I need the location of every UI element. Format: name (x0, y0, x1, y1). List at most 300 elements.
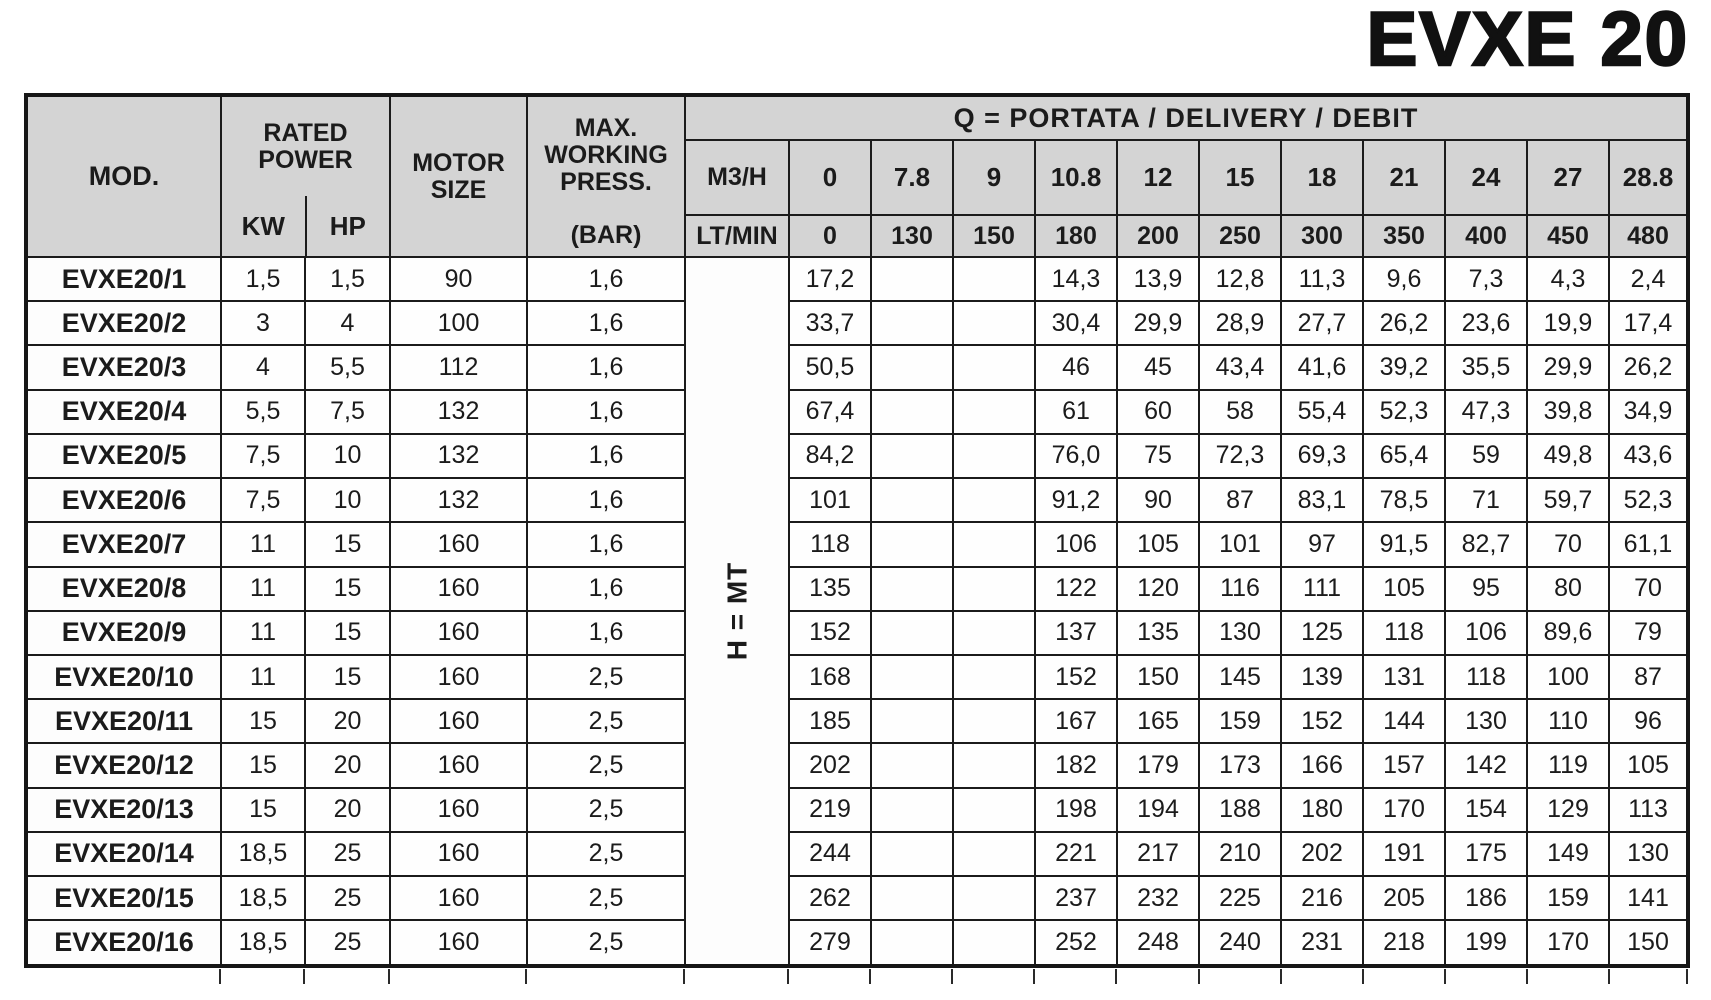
head-value-cell: 72,3 (1199, 434, 1281, 478)
spec-table-wrapper (24, 93, 1690, 968)
model-cell: EVXE20/6 (26, 478, 221, 522)
hp-cell: 20 (305, 788, 390, 832)
hp-cell: 5,5 (305, 345, 390, 389)
head-value-cell (953, 655, 1035, 699)
head-value-cell: 7,3 (1445, 257, 1527, 301)
head-value-cell: 106 (1445, 611, 1527, 655)
head-value-cell: 149 (1527, 832, 1609, 876)
max-working-press-header (527, 95, 685, 257)
head-value-cell: 80 (1527, 567, 1609, 611)
q-delivery-header: Q = PORTATA / DELIVERY / DEBIT (685, 95, 1688, 140)
motor-size-cell: 132 (390, 478, 527, 522)
head-value-cell: 152 (1035, 655, 1117, 699)
head-value-cell: 71 (1445, 478, 1527, 522)
head-value-cell: 11,3 (1281, 257, 1363, 301)
kw-cell: 11 (221, 567, 305, 611)
head-value-cell: 188 (1199, 788, 1281, 832)
table-row (26, 434, 1688, 478)
max-press-cell: 2,5 (527, 876, 685, 920)
motor-size-cell: 160 (390, 699, 527, 743)
head-value-cell: 237 (1035, 876, 1117, 920)
head-value-cell: 173 (1199, 743, 1281, 787)
head-value-cell: 210 (1199, 832, 1281, 876)
head-value-cell: 67,4 (789, 390, 871, 434)
m3h-value: 7.8 (871, 140, 953, 215)
head-value-cell: 87 (1609, 655, 1688, 699)
rated-power-label: RATED POWER (258, 118, 353, 174)
m3h-value: 15 (1199, 140, 1281, 215)
head-value-cell: 82,7 (1445, 522, 1527, 566)
head-value-cell: 135 (1117, 611, 1199, 655)
head-value-cell: 110 (1527, 699, 1609, 743)
motor-size-cell: 90 (390, 257, 527, 301)
head-value-cell (953, 301, 1035, 345)
head-value-cell (953, 390, 1035, 434)
scan-line-stub (1608, 969, 1610, 984)
head-value-cell: 116 (1199, 567, 1281, 611)
head-value-cell (871, 655, 953, 699)
head-value-cell: 19,9 (1527, 301, 1609, 345)
head-value-cell: 61,1 (1609, 522, 1688, 566)
head-value-cell: 142 (1445, 743, 1527, 787)
head-value-cell: 41,6 (1281, 345, 1363, 389)
motor-size-cell: 160 (390, 611, 527, 655)
head-value-cell: 130 (1609, 832, 1688, 876)
head-value-cell: 46 (1035, 345, 1117, 389)
head-value-cell: 58 (1199, 390, 1281, 434)
head-value-cell: 50,5 (789, 345, 871, 389)
head-value-cell (871, 478, 953, 522)
head-value-cell: 165 (1117, 699, 1199, 743)
m3h-value: 24 (1445, 140, 1527, 215)
scan-line-stub (219, 969, 221, 984)
kw-cell: 7,5 (221, 478, 305, 522)
motor-size-header (390, 95, 527, 257)
table-row (26, 788, 1688, 832)
kw-cell: 5,5 (221, 390, 305, 434)
max-press-cell: 2,5 (527, 920, 685, 966)
head-value-cell: 219 (789, 788, 871, 832)
head-value-cell (871, 832, 953, 876)
head-value-cell (871, 257, 953, 301)
head-value-cell: 28,9 (1199, 301, 1281, 345)
model-cell: EVXE20/1 (26, 257, 221, 301)
head-value-cell: 182 (1035, 743, 1117, 787)
head-value-cell (953, 257, 1035, 301)
ltmin-row-label: LT/MIN (685, 215, 789, 257)
ltmin-value: 180 (1035, 215, 1117, 257)
max-working-press-label: MAX. WORKING PRESS. (544, 114, 668, 196)
hp-cell: 25 (305, 920, 390, 966)
head-value-cell: 130 (1199, 611, 1281, 655)
head-value-cell: 26,2 (1363, 301, 1445, 345)
head-value-cell: 100 (1527, 655, 1609, 699)
table-row (26, 832, 1688, 876)
m3h-value: 21 (1363, 140, 1445, 215)
ltmin-value: 350 (1363, 215, 1445, 257)
model-cell: EVXE20/7 (26, 522, 221, 566)
head-value-cell (953, 920, 1035, 966)
head-value-cell: 61 (1035, 390, 1117, 434)
scan-line-stub (525, 969, 527, 984)
head-value-cell: 120 (1117, 567, 1199, 611)
table-row (26, 301, 1688, 345)
head-value-cell: 202 (789, 743, 871, 787)
head-value-cell: 135 (789, 567, 871, 611)
head-value-cell: 49,8 (1527, 434, 1609, 478)
head-value-cell: 65,4 (1363, 434, 1445, 478)
m3h-value: 28.8 (1609, 140, 1688, 215)
head-value-cell: 279 (789, 920, 871, 966)
head-value-cell: 199 (1445, 920, 1527, 966)
head-value-cell: 157 (1363, 743, 1445, 787)
m3h-value: 10.8 (1035, 140, 1117, 215)
motor-size-cell: 100 (390, 301, 527, 345)
head-value-cell: 29,9 (1527, 345, 1609, 389)
head-value-cell: 91,5 (1363, 522, 1445, 566)
head-value-cell: 23,6 (1445, 301, 1527, 345)
head-value-cell: 141 (1609, 876, 1688, 920)
head-value-cell: 69,3 (1281, 434, 1363, 478)
head-value-cell: 95 (1445, 567, 1527, 611)
head-value-cell (871, 301, 953, 345)
head-value-cell (953, 478, 1035, 522)
max-press-cell: 2,5 (527, 788, 685, 832)
head-value-cell: 89,6 (1527, 611, 1609, 655)
head-value-cell: 105 (1609, 743, 1688, 787)
head-value-cell: 252 (1035, 920, 1117, 966)
max-press-cell: 1,6 (527, 257, 685, 301)
m3h-value: 9 (953, 140, 1035, 215)
kw-cell: 11 (221, 611, 305, 655)
head-value-cell: 159 (1527, 876, 1609, 920)
table-row (26, 257, 1688, 301)
max-press-cell: 1,6 (527, 301, 685, 345)
m3h-value: 0 (789, 140, 871, 215)
head-value-cell: 118 (789, 522, 871, 566)
motor-size-cell: 160 (390, 743, 527, 787)
head-value-cell: 119 (1527, 743, 1609, 787)
head-value-cell: 186 (1445, 876, 1527, 920)
head-value-cell: 105 (1117, 522, 1199, 566)
kw-cell: 4 (221, 345, 305, 389)
ltmin-value: 400 (1445, 215, 1527, 257)
model-cell: EVXE20/3 (26, 345, 221, 389)
scan-line-stub (1280, 969, 1282, 984)
head-value-cell (953, 788, 1035, 832)
head-value-cell: 194 (1117, 788, 1199, 832)
head-value-cell: 225 (1199, 876, 1281, 920)
m3h-value: 18 (1281, 140, 1363, 215)
rated-power-header (221, 95, 390, 257)
head-value-cell: 96 (1609, 699, 1688, 743)
motor-size-cell: 160 (390, 832, 527, 876)
scan-line-stub (869, 969, 871, 984)
head-value-cell: 191 (1363, 832, 1445, 876)
head-value-cell: 232 (1117, 876, 1199, 920)
motor-size-cell: 132 (390, 434, 527, 478)
table-row (26, 876, 1688, 920)
scan-line-stub (388, 969, 390, 984)
kw-cell: 18,5 (221, 832, 305, 876)
head-value-cell: 129 (1527, 788, 1609, 832)
head-value-cell: 231 (1281, 920, 1363, 966)
head-value-cell: 217 (1117, 832, 1199, 876)
model-cell: EVXE20/10 (26, 655, 221, 699)
table-row (26, 655, 1688, 699)
max-press-cell: 2,5 (527, 699, 685, 743)
head-value-cell: 101 (789, 478, 871, 522)
head-value-cell: 47,3 (1445, 390, 1527, 434)
head-value-cell: 168 (789, 655, 871, 699)
head-value-cell (871, 567, 953, 611)
ltmin-value: 480 (1609, 215, 1688, 257)
head-value-cell: 55,4 (1281, 390, 1363, 434)
head-value-cell: 202 (1281, 832, 1363, 876)
max-press-cell: 1,6 (527, 478, 685, 522)
motor-size-cell: 160 (390, 788, 527, 832)
table-row (26, 522, 1688, 566)
ltmin-value: 450 (1527, 215, 1609, 257)
table-row (26, 611, 1688, 655)
model-cell: EVXE20/11 (26, 699, 221, 743)
head-value-cell: 39,8 (1527, 390, 1609, 434)
head-value-cell (871, 743, 953, 787)
head-value-cell: 125 (1281, 611, 1363, 655)
head-value-cell: 130 (1445, 699, 1527, 743)
model-cell: EVXE20/15 (26, 876, 221, 920)
pump-spec-table (24, 93, 1690, 968)
max-press-cell: 2,5 (527, 655, 685, 699)
scan-line-stub (1362, 969, 1364, 984)
head-value-cell: 39,2 (1363, 345, 1445, 389)
head-value-cell: 75 (1117, 434, 1199, 478)
head-value-cell (953, 699, 1035, 743)
model-cell: EVXE20/12 (26, 743, 221, 787)
motor-size-cell: 160 (390, 522, 527, 566)
max-press-cell: 1,6 (527, 522, 685, 566)
max-press-cell: 1,6 (527, 611, 685, 655)
scan-line-stub (1115, 969, 1117, 984)
kw-cell: 15 (221, 788, 305, 832)
m3h-value: 12 (1117, 140, 1199, 215)
head-value-cell: 150 (1117, 655, 1199, 699)
bar-unit-label: (BAR) (570, 220, 642, 249)
head-value-cell: 43,4 (1199, 345, 1281, 389)
head-value-cell: 139 (1281, 655, 1363, 699)
mod-column-header: MOD. (26, 95, 221, 257)
head-value-cell: 185 (789, 699, 871, 743)
head-value-cell (871, 920, 953, 966)
head-value-cell: 145 (1199, 655, 1281, 699)
ltmin-value: 130 (871, 215, 953, 257)
head-value-cell (953, 832, 1035, 876)
hp-column-header: HP (329, 210, 366, 241)
head-value-cell: 111 (1281, 567, 1363, 611)
head-value-cell (953, 522, 1035, 566)
head-value-cell: 87 (1199, 478, 1281, 522)
h-mt-merged-cell (685, 257, 789, 966)
model-cell: EVXE20/14 (26, 832, 221, 876)
head-value-cell: 152 (789, 611, 871, 655)
head-value-cell: 240 (1199, 920, 1281, 966)
head-value-cell: 248 (1117, 920, 1199, 966)
head-value-cell: 45 (1117, 345, 1199, 389)
head-value-cell: 43,6 (1609, 434, 1688, 478)
kw-cell: 1,5 (221, 257, 305, 301)
hp-cell: 1,5 (305, 257, 390, 301)
ltmin-value: 300 (1281, 215, 1363, 257)
head-value-cell: 113 (1609, 788, 1688, 832)
max-press-cell: 1,6 (527, 434, 685, 478)
hp-cell: 25 (305, 876, 390, 920)
head-value-cell: 30,4 (1035, 301, 1117, 345)
head-value-cell (953, 876, 1035, 920)
head-value-cell: 29,9 (1117, 301, 1199, 345)
head-value-cell: 13,9 (1117, 257, 1199, 301)
head-value-cell (871, 345, 953, 389)
head-value-cell: 17,4 (1609, 301, 1688, 345)
scan-line-stub (1444, 969, 1446, 984)
kw-cell: 15 (221, 699, 305, 743)
motor-size-cell: 160 (390, 655, 527, 699)
model-cell: EVXE20/13 (26, 788, 221, 832)
head-value-cell: 144 (1363, 699, 1445, 743)
table-row (26, 920, 1688, 966)
max-press-cell: 1,6 (527, 390, 685, 434)
scan-line-stub (1526, 969, 1528, 984)
head-value-cell (871, 390, 953, 434)
model-cell: EVXE20/2 (26, 301, 221, 345)
model-cell: EVXE20/4 (26, 390, 221, 434)
head-value-cell: 90 (1117, 478, 1199, 522)
kw-cell: 11 (221, 655, 305, 699)
head-value-cell: 159 (1199, 699, 1281, 743)
table-row (26, 478, 1688, 522)
model-cell: EVXE20/9 (26, 611, 221, 655)
head-value-cell: 137 (1035, 611, 1117, 655)
hp-cell: 15 (305, 522, 390, 566)
head-value-cell (871, 434, 953, 478)
head-value-cell: 14,3 (1035, 257, 1117, 301)
head-value-cell: 59 (1445, 434, 1527, 478)
head-value-cell: 216 (1281, 876, 1363, 920)
h-mt-label: H = MT (721, 561, 752, 661)
head-value-cell: 118 (1363, 611, 1445, 655)
head-value-cell: 84,2 (789, 434, 871, 478)
head-value-cell (953, 743, 1035, 787)
head-value-cell: 26,2 (1609, 345, 1688, 389)
motor-size-cell: 160 (390, 567, 527, 611)
head-value-cell: 150 (1609, 920, 1688, 966)
head-value-cell: 244 (789, 832, 871, 876)
table-row (26, 345, 1688, 389)
scan-line-stub (787, 969, 789, 984)
head-value-cell (871, 611, 953, 655)
table-row (26, 743, 1688, 787)
head-value-cell: 175 (1445, 832, 1527, 876)
model-cell: EVXE20/5 (26, 434, 221, 478)
head-value-cell: 79 (1609, 611, 1688, 655)
head-value-cell: 17,2 (789, 257, 871, 301)
scan-line-stub (683, 969, 685, 984)
head-value-cell: 106 (1035, 522, 1117, 566)
head-value-cell: 70 (1609, 567, 1688, 611)
ltmin-value: 150 (953, 215, 1035, 257)
table-row (26, 699, 1688, 743)
head-value-cell: 91,2 (1035, 478, 1117, 522)
head-value-cell: 221 (1035, 832, 1117, 876)
head-value-cell: 205 (1363, 876, 1445, 920)
kw-cell: 11 (221, 522, 305, 566)
head-value-cell: 262 (789, 876, 871, 920)
model-cell: EVXE20/16 (26, 920, 221, 966)
kw-cell: 18,5 (221, 876, 305, 920)
head-value-cell: 70 (1527, 522, 1609, 566)
max-press-cell: 1,6 (527, 345, 685, 389)
head-value-cell (871, 699, 953, 743)
table-row (26, 567, 1688, 611)
head-value-cell: 52,3 (1609, 478, 1688, 522)
hp-cell: 7,5 (305, 390, 390, 434)
ltmin-value: 250 (1199, 215, 1281, 257)
head-value-cell: 78,5 (1363, 478, 1445, 522)
head-value-cell: 170 (1527, 920, 1609, 966)
scan-line-stub (303, 969, 305, 984)
head-value-cell: 83,1 (1281, 478, 1363, 522)
head-value-cell: 131 (1363, 655, 1445, 699)
ltmin-value: 0 (789, 215, 871, 257)
head-value-cell: 180 (1281, 788, 1363, 832)
m3h-row-label: M3/H (685, 140, 789, 215)
table-row (26, 390, 1688, 434)
head-value-cell: 2,4 (1609, 257, 1688, 301)
motor-size-cell: 132 (390, 390, 527, 434)
kw-cell: 15 (221, 743, 305, 787)
head-value-cell: 52,3 (1363, 390, 1445, 434)
head-value-cell (953, 611, 1035, 655)
hp-cell: 10 (305, 478, 390, 522)
hp-cell: 15 (305, 655, 390, 699)
head-value-cell: 97 (1281, 522, 1363, 566)
head-value-cell: 59,7 (1527, 478, 1609, 522)
hp-cell: 20 (305, 699, 390, 743)
head-value-cell: 27,7 (1281, 301, 1363, 345)
motor-size-cell: 160 (390, 920, 527, 966)
head-value-cell: 118 (1445, 655, 1527, 699)
hp-cell: 25 (305, 832, 390, 876)
motor-size-cell: 160 (390, 876, 527, 920)
scan-line-stub (951, 969, 953, 984)
head-value-cell: 9,6 (1363, 257, 1445, 301)
kw-cell: 3 (221, 301, 305, 345)
kw-cell: 7,5 (221, 434, 305, 478)
max-press-cell: 2,5 (527, 832, 685, 876)
motor-size-cell: 112 (390, 345, 527, 389)
scan-line-stub (1033, 969, 1035, 984)
hp-cell: 10 (305, 434, 390, 478)
head-value-cell: 152 (1281, 699, 1363, 743)
head-value-cell: 179 (1117, 743, 1199, 787)
head-value-cell (871, 522, 953, 566)
head-value-cell: 12,8 (1199, 257, 1281, 301)
motor-size-label: MOTOR SIZE (412, 148, 505, 204)
head-value-cell (871, 788, 953, 832)
ltmin-value: 200 (1117, 215, 1199, 257)
hp-cell: 4 (305, 301, 390, 345)
head-value-cell: 101 (1199, 522, 1281, 566)
head-value-cell (953, 434, 1035, 478)
